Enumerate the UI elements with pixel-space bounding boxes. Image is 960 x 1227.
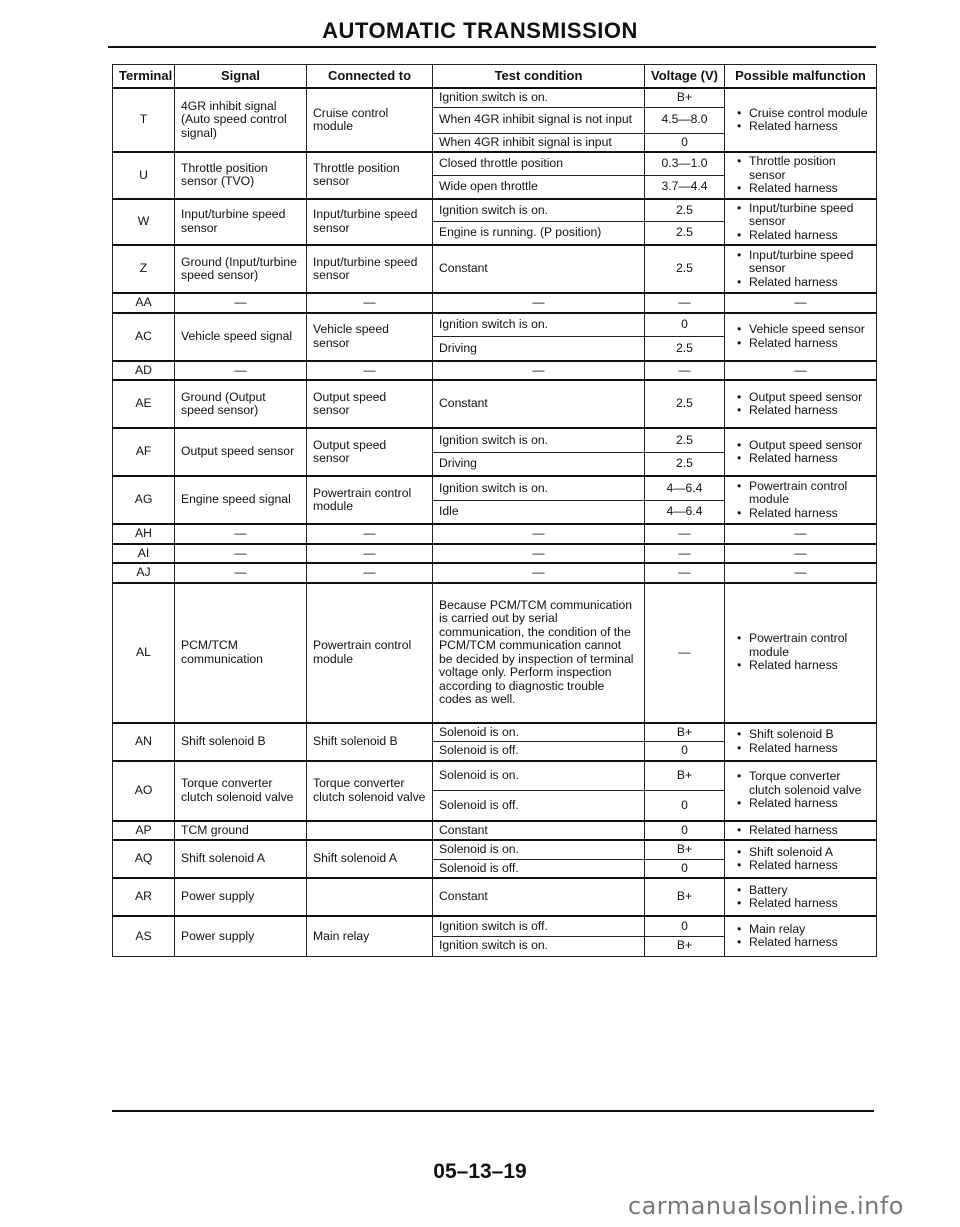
terminal-voltage-table	[112, 64, 877, 957]
voltage-cell: 0	[645, 821, 725, 841]
malfunction-list	[731, 107, 870, 134]
malfunction-item: • Related harness	[749, 337, 870, 351]
terminal-cell: AG	[113, 476, 175, 524]
malfunction-list	[731, 480, 870, 521]
test-condition-cell: Ignition switch is on.	[433, 199, 645, 222]
page-title: AUTOMATIC TRANSMISSION	[322, 18, 638, 43]
voltage-cell: B+	[645, 88, 725, 107]
test-condition-cell: Constant	[433, 380, 645, 428]
possible-malfunction-cell: —	[725, 361, 877, 381]
test-condition-cell: Solenoid is on.	[433, 761, 645, 791]
table-body	[113, 88, 877, 956]
test-condition-cell: When 4GR inhibit signal is input	[433, 133, 645, 152]
terminal-cell: AS	[113, 916, 175, 956]
test-condition-cell: Ignition switch is on.	[433, 428, 645, 452]
possible-malfunction-cell	[725, 821, 877, 841]
test-condition-cell: Idle	[433, 500, 645, 524]
signal-cell: Shift solenoid B	[175, 723, 307, 761]
connected-to-cell: —	[307, 524, 433, 544]
connected-to-cell: Main relay	[307, 916, 433, 956]
possible-malfunction-cell	[725, 878, 877, 916]
malfunction-item: • Output speed sensor	[749, 439, 870, 453]
malfunction-item: • Powertrain control module	[749, 480, 870, 507]
voltage-cell: —	[645, 293, 725, 313]
header-connected-to: Connected to	[307, 65, 433, 89]
test-condition-cell: Driving	[433, 337, 645, 361]
bottom-rule	[112, 1110, 874, 1112]
malfunction-item: • Related harness	[749, 897, 870, 911]
possible-malfunction-cell	[725, 88, 877, 152]
test-condition-cell: Solenoid is on.	[433, 723, 645, 742]
connected-to-cell: Powertrain control module	[307, 476, 433, 524]
terminal-cell: AL	[113, 583, 175, 723]
malfunction-list	[731, 884, 870, 911]
possible-malfunction-cell: —	[725, 563, 877, 583]
voltage-cell: 3.7—4.4	[645, 175, 725, 198]
malfunction-item: • Related harness	[749, 229, 870, 243]
malfunction-list	[731, 202, 870, 243]
test-condition-cell: —	[433, 563, 645, 583]
possible-malfunction-cell	[725, 428, 877, 476]
test-condition-cell: Solenoid is off.	[433, 859, 645, 878]
table-row	[113, 293, 877, 313]
malfunction-item: • Torque converter clutch solenoid valve	[749, 770, 870, 797]
voltage-cell: —	[645, 544, 725, 564]
terminal-cell: W	[113, 199, 175, 246]
table-row	[113, 428, 877, 452]
test-condition-cell: Ignition switch is on.	[433, 313, 645, 337]
table-row	[113, 878, 877, 916]
terminal-cell: AO	[113, 761, 175, 821]
signal-cell: Input/turbine speed sensor	[175, 199, 307, 246]
voltage-cell: 0	[645, 313, 725, 337]
malfunction-item: • Related harness	[749, 120, 870, 134]
malfunction-item: • Related harness	[749, 824, 870, 838]
malfunction-list	[731, 323, 870, 350]
signal-cell: —	[175, 361, 307, 381]
malfunction-list	[731, 728, 870, 755]
malfunction-item: • Battery	[749, 884, 870, 898]
test-condition-cell: Because PCM/TCM communication is carried out by serial communication, the condition of the PCM/TCM communication cannot be decided by inspection of terminal voltage only. Perform inspection according to diagnostic trouble codes as well.	[433, 583, 645, 723]
voltage-cell: —	[645, 563, 725, 583]
possible-malfunction-cell	[725, 476, 877, 524]
connected-to-cell: Output speed sensor	[307, 380, 433, 428]
table-row	[113, 916, 877, 936]
voltage-cell: B+	[645, 840, 725, 859]
voltage-cell: B+	[645, 878, 725, 916]
test-condition-cell: Closed throttle position	[433, 152, 645, 175]
voltage-cell: 4.5—8.0	[645, 107, 725, 133]
voltage-cell: 2.5	[645, 428, 725, 452]
malfunction-item: • Shift solenoid B	[749, 728, 870, 742]
terminal-cell: AD	[113, 361, 175, 381]
terminal-cell: AP	[113, 821, 175, 841]
test-condition-cell: Solenoid is on.	[433, 840, 645, 859]
malfunction-item: • Input/turbine speed sensor	[749, 202, 870, 229]
table-row	[113, 544, 877, 564]
connected-to-cell: Input/turbine speed sensor	[307, 245, 433, 293]
voltage-cell: 0	[645, 133, 725, 152]
terminal-cell: Z	[113, 245, 175, 293]
malfunction-item: • Shift solenoid A	[749, 846, 870, 860]
terminal-cell: T	[113, 88, 175, 152]
table-row	[113, 761, 877, 791]
terminal-cell: AI	[113, 544, 175, 564]
malfunction-item: • Related harness	[749, 742, 870, 756]
signal-cell: Throttle position sensor (TVO)	[175, 152, 307, 199]
malfunction-item: • Main relay	[749, 923, 870, 937]
malfunction-item: • Output speed sensor	[749, 391, 870, 405]
voltage-cell: 2.5	[645, 452, 725, 476]
possible-malfunction-cell	[725, 916, 877, 956]
possible-malfunction-cell	[725, 761, 877, 821]
connected-to-cell: Cruise control module	[307, 88, 433, 152]
connected-to-cell: Input/turbine speed sensor	[307, 199, 433, 246]
terminal-cell: AJ	[113, 563, 175, 583]
table-row	[113, 361, 877, 381]
connected-to-cell: Powertrain control module	[307, 583, 433, 723]
voltage-cell: 0.3—1.0	[645, 152, 725, 175]
voltage-cell: 0	[645, 859, 725, 878]
malfunction-list	[731, 439, 870, 466]
voltage-cell: —	[645, 361, 725, 381]
header-signal: Signal	[175, 65, 307, 89]
possible-malfunction-cell	[725, 840, 877, 878]
malfunction-item: • Cruise control module	[749, 107, 870, 121]
malfunction-list	[731, 824, 870, 838]
test-condition-cell: Ignition switch is on.	[433, 936, 645, 956]
malfunction-item: • Vehicle speed sensor	[749, 323, 870, 337]
table-header-row	[113, 65, 877, 89]
possible-malfunction-cell: —	[725, 544, 877, 564]
malfunction-item: • Input/turbine speed sensor	[749, 249, 870, 276]
table-row	[113, 821, 877, 841]
signal-cell: Ground (Output speed sensor)	[175, 380, 307, 428]
signal-cell: —	[175, 544, 307, 564]
table-row	[113, 313, 877, 337]
malfunction-list	[731, 249, 870, 290]
voltage-cell: 0	[645, 742, 725, 761]
test-condition-cell: Wide open throttle	[433, 175, 645, 198]
voltage-cell: —	[645, 524, 725, 544]
malfunction-item: • Related harness	[749, 182, 870, 196]
malfunction-list	[731, 391, 870, 418]
malfunction-list	[731, 632, 870, 673]
possible-malfunction-cell	[725, 313, 877, 361]
test-condition-cell: Ignition switch is on.	[433, 476, 645, 500]
terminal-cell: AF	[113, 428, 175, 476]
test-condition-cell: —	[433, 361, 645, 381]
connected-to-cell: Shift solenoid A	[307, 840, 433, 878]
terminal-cell: AA	[113, 293, 175, 313]
test-condition-cell: Constant	[433, 878, 645, 916]
voltage-cell: 2.5	[645, 199, 725, 222]
connected-to-cell	[307, 821, 433, 841]
table-row	[113, 152, 877, 175]
connected-to-cell: Vehicle speed sensor	[307, 313, 433, 361]
connected-to-cell: Output speed sensor	[307, 428, 433, 476]
signal-cell: Torque converter clutch solenoid valve	[175, 761, 307, 821]
voltage-cell: B+	[645, 936, 725, 956]
malfunction-list	[731, 923, 870, 950]
signal-cell: Engine speed signal	[175, 476, 307, 524]
connected-to-cell: —	[307, 563, 433, 583]
table-row	[113, 476, 877, 500]
top-rule	[108, 46, 876, 48]
terminal-cell: U	[113, 152, 175, 199]
test-condition-cell: —	[433, 293, 645, 313]
possible-malfunction-cell	[725, 245, 877, 293]
terminal-cell: AQ	[113, 840, 175, 878]
header-terminal: Terminal	[113, 65, 175, 89]
signal-cell: Vehicle speed signal	[175, 313, 307, 361]
signal-cell: 4GR inhibit signal (Auto speed control signal)	[175, 88, 307, 152]
voltage-cell: 2.5	[645, 222, 725, 245]
header-voltage: Voltage (V)	[645, 65, 725, 89]
signal-cell: TCM ground	[175, 821, 307, 841]
page-number: 05–13–19	[433, 1160, 527, 1183]
signal-cell: PCM/TCM communication	[175, 583, 307, 723]
voltage-cell: 2.5	[645, 245, 725, 293]
possible-malfunction-cell: —	[725, 524, 877, 544]
table-row	[113, 563, 877, 583]
signal-cell: Power supply	[175, 878, 307, 916]
possible-malfunction-cell	[725, 152, 877, 199]
voltage-cell: 4—6.4	[645, 476, 725, 500]
malfunction-list	[731, 155, 870, 196]
terminal-cell: AE	[113, 380, 175, 428]
terminal-cell: AC	[113, 313, 175, 361]
test-condition-cell: Solenoid is off.	[433, 791, 645, 821]
connected-to-cell: Throttle position sensor	[307, 152, 433, 199]
test-condition-cell: Ignition switch is on.	[433, 88, 645, 107]
malfunction-list	[731, 770, 870, 811]
test-condition-cell: When 4GR inhibit signal is not input	[433, 107, 645, 133]
table-row	[113, 88, 877, 107]
malfunction-item: • Related harness	[749, 797, 870, 811]
test-condition-cell: —	[433, 544, 645, 564]
header-possible-malfunction: Possible malfunction	[725, 65, 877, 89]
test-condition-cell: Driving	[433, 452, 645, 476]
malfunction-item: • Related harness	[749, 452, 870, 466]
connected-to-cell: —	[307, 544, 433, 564]
connected-to-cell: Shift solenoid B	[307, 723, 433, 761]
voltage-cell: B+	[645, 723, 725, 742]
test-condition-cell: Constant	[433, 821, 645, 841]
voltage-cell: 0	[645, 791, 725, 821]
voltage-cell: 0	[645, 916, 725, 936]
table-row	[113, 380, 877, 428]
terminal-cell: AR	[113, 878, 175, 916]
signal-cell: —	[175, 293, 307, 313]
terminal-cell: AN	[113, 723, 175, 761]
connected-to-cell: —	[307, 293, 433, 313]
voltage-cell: 2.5	[645, 337, 725, 361]
malfunction-item: • Related harness	[749, 936, 870, 950]
watermark: carmanualsonline.info	[627, 1192, 904, 1220]
malfunction-item: • Powertrain control module	[749, 632, 870, 659]
test-condition-cell: Ignition switch is off.	[433, 916, 645, 936]
connected-to-cell: —	[307, 361, 433, 381]
voltage-cell: —	[645, 583, 725, 723]
table-row	[113, 199, 877, 222]
malfunction-item: • Related harness	[749, 659, 870, 673]
possible-malfunction-cell	[725, 199, 877, 246]
possible-malfunction-cell: —	[725, 293, 877, 313]
malfunction-item: • Throttle position sensor	[749, 155, 870, 182]
test-condition-cell: —	[433, 524, 645, 544]
possible-malfunction-cell	[725, 583, 877, 723]
signal-cell: Ground (Input/turbine speed sensor)	[175, 245, 307, 293]
table-row	[113, 245, 877, 293]
malfunction-list	[731, 846, 870, 873]
signal-cell: —	[175, 524, 307, 544]
table-row	[113, 583, 877, 723]
malfunction-item: • Related harness	[749, 276, 870, 290]
voltage-cell: 4—6.4	[645, 500, 725, 524]
table-row	[113, 723, 877, 742]
voltage-cell: 2.5	[645, 380, 725, 428]
header-test-condition: Test condition	[433, 65, 645, 89]
connected-to-cell: Torque converter clutch solenoid valve	[307, 761, 433, 821]
test-condition-cell: Solenoid is off.	[433, 742, 645, 761]
possible-malfunction-cell	[725, 723, 877, 761]
terminal-cell: AH	[113, 524, 175, 544]
connected-to-cell	[307, 878, 433, 916]
signal-cell: Shift solenoid A	[175, 840, 307, 878]
signal-cell: Power supply	[175, 916, 307, 956]
possible-malfunction-cell	[725, 380, 877, 428]
voltage-cell: B+	[645, 761, 725, 791]
test-condition-cell: Constant	[433, 245, 645, 293]
signal-cell: —	[175, 563, 307, 583]
malfunction-item: • Related harness	[749, 859, 870, 873]
malfunction-item: • Related harness	[749, 507, 870, 521]
test-condition-cell: Engine is running. (P position)	[433, 222, 645, 245]
table-row	[113, 524, 877, 544]
malfunction-item: • Related harness	[749, 404, 870, 418]
table-row	[113, 840, 877, 859]
signal-cell: Output speed sensor	[175, 428, 307, 476]
